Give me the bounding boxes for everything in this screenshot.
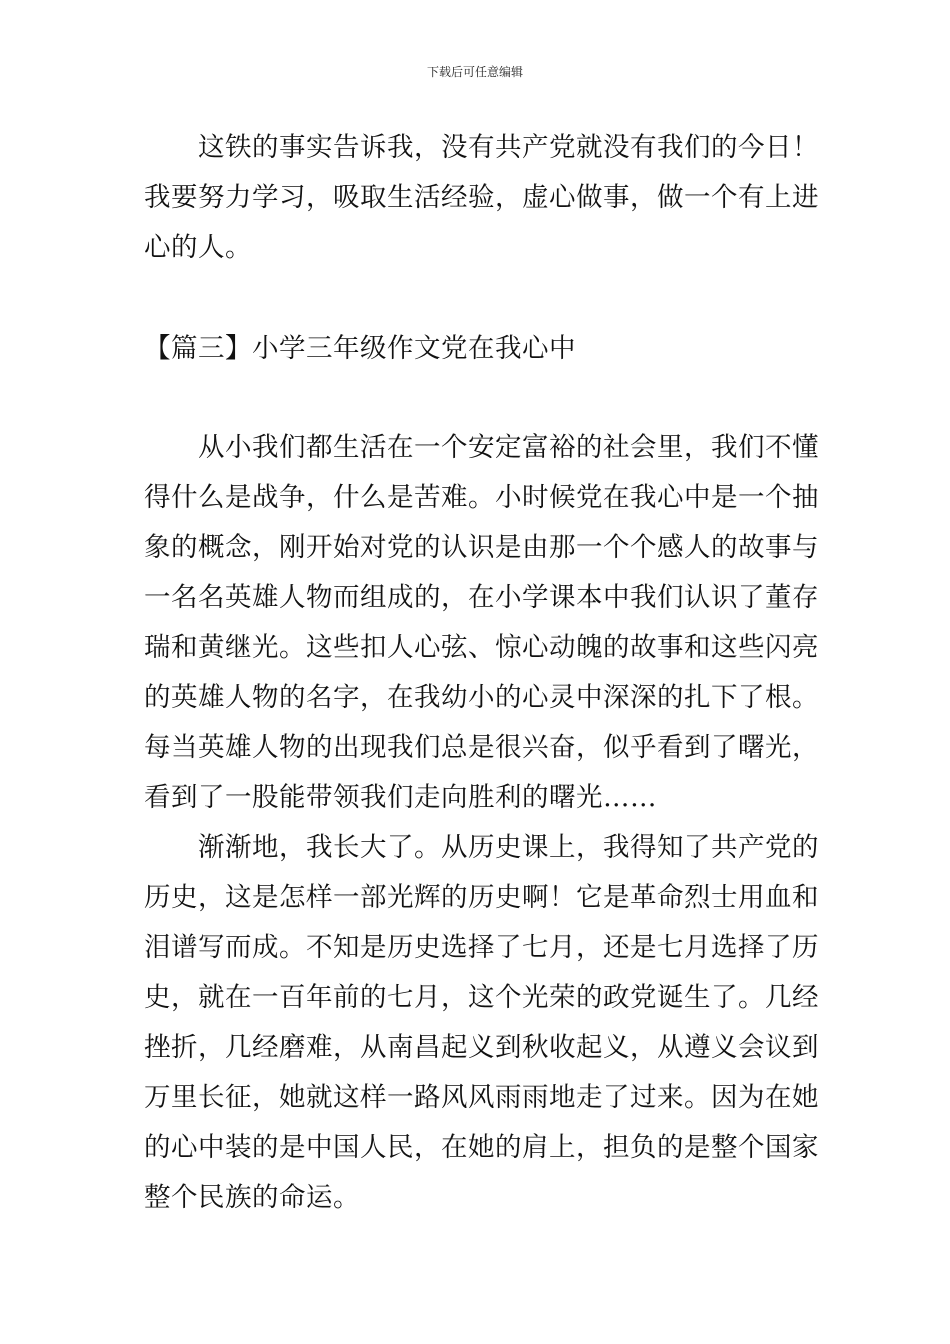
- text-line-2: 我要努力学习，吸取生活经验，虚心做事，做一个有上进: [144, 182, 819, 213]
- text-line-8: 一名名英雄人物而组成的，在小学课本中我们认识了董存: [144, 582, 819, 613]
- text-line-5: 从小我们都生活在一个安定富裕的社会里，我们不懂: [144, 432, 819, 463]
- text-line-14: 历史，这是怎样一部光辉的历史啊！它是革命烈士用血和: [144, 882, 819, 913]
- section-heading: 【篇三】小学三年级作文党在我心中: [144, 333, 576, 364]
- text-line-11: 每当英雄人物的出现我们总是很兴奋，似乎看到了曙光，: [144, 732, 819, 763]
- text-line-10: 的英雄人物的名字，在我幼小的心灵中深深的扎下了根。: [144, 682, 819, 713]
- text-line-6: 得什么是战争，什么是苦难。小时候党在我心中是一个抽: [144, 482, 819, 513]
- text-line-19: 的心中装的是中国人民，在她的肩上，担负的是整个国家: [144, 1132, 819, 1163]
- text-line-1: 这铁的事实告诉我，没有共产党就没有我们的今日！: [144, 132, 819, 163]
- text-line-15: 泪谱写而成。不知是历史选择了七月，还是七月选择了历: [144, 932, 819, 963]
- text-line-12: 看到了一股能带领我们走向胜利的曙光……: [144, 782, 657, 813]
- text-line-3: 心的人。: [144, 232, 252, 263]
- text-line-9: 瑞和黄继光。这些扣人心弦、惊心动魄的故事和这些闪亮: [144, 632, 819, 663]
- page-header-note: 下载后可任意编辑: [426, 65, 523, 79]
- text-line-20: 整个民族的命运。: [144, 1182, 360, 1213]
- text-line-18: 万里长征，她就这样一路风风雨雨地走了过来。因为在她: [144, 1082, 819, 1113]
- text-line-17: 挫折，几经磨难，从南昌起义到秋收起义，从遵义会议到: [144, 1032, 819, 1063]
- text-line-7: 象的概念，刚开始对党的认识是由那一个个感人的故事与: [144, 532, 819, 563]
- text-line-16: 史，就在一百年前的七月，这个光荣的政党诞生了。几经: [144, 982, 819, 1013]
- text-line-13: 渐渐地，我长大了。从历史课上，我得知了共产党的: [144, 832, 819, 863]
